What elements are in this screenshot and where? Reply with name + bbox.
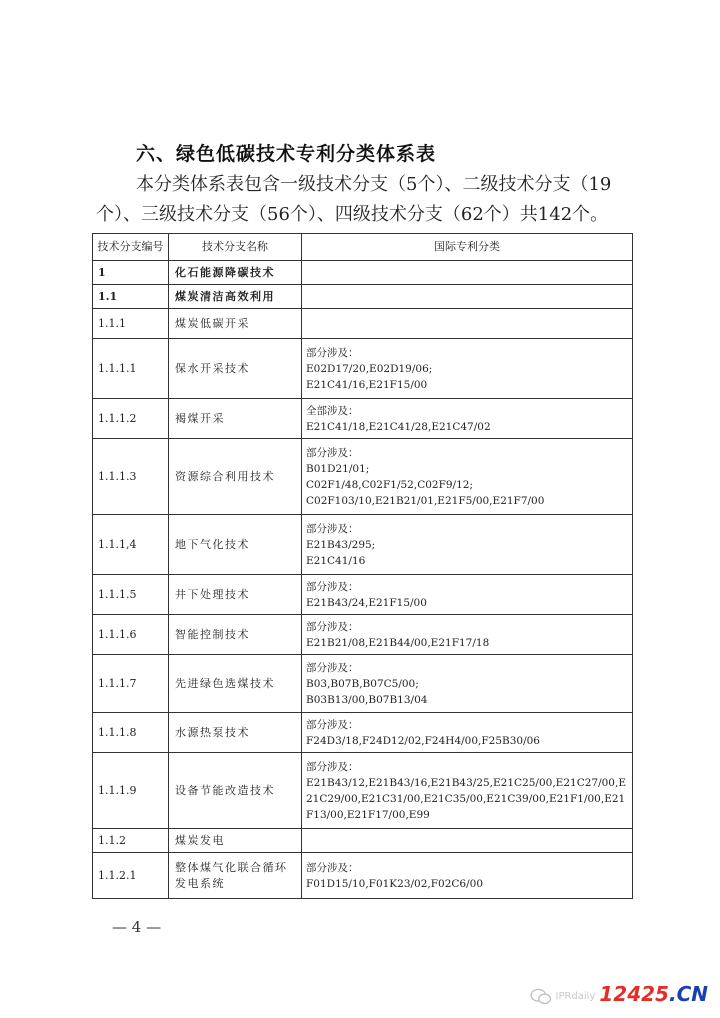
branch-name: 煤炭发电 — [169, 829, 302, 853]
table-row — [93, 285, 633, 309]
header-ipc: 国际专利分类 — [302, 234, 633, 261]
ipc-classes: 部分涉及： E21B21/08,E21B44/00,E21F17/18 — [302, 615, 633, 655]
branch-code: 1.1.1,4 — [93, 515, 169, 575]
branch-code: 1.1 — [93, 285, 169, 309]
ipc-classes: 部分涉及： E21B43/295; E21C41/16 — [302, 515, 633, 575]
watermark — [530, 982, 709, 1006]
table-row — [93, 261, 633, 285]
ipc-classes: 部分涉及： E02D17/20,E02D19/06; E21C41/16,E21F15/00 — [302, 339, 633, 399]
watermark-source: IPRdaily — [555, 991, 596, 1002]
ipc-classes: 部分涉及： F01D15/10,F01K23/02,F02C6/00 — [302, 853, 633, 899]
branch-code: 1.1.1.9 — [93, 753, 169, 829]
table-row — [93, 339, 633, 399]
branch-name: 设备节能改造技术 — [169, 753, 302, 829]
table-row — [93, 515, 633, 575]
ipc-classes — [302, 285, 633, 309]
classification-table — [92, 233, 633, 899]
wechat-icon — [530, 988, 552, 1006]
table-row — [93, 575, 633, 615]
page-number: — 4 — — [112, 918, 162, 936]
branch-name: 地下气化技术 — [169, 515, 302, 575]
header-name: 技术分支名称 — [169, 234, 302, 261]
branch-code: 1 — [93, 261, 169, 285]
branch-code: 1.1.1 — [93, 309, 169, 339]
watermark-brand-number: 12425 — [599, 982, 669, 1006]
branch-name: 水源热泵技术 — [169, 713, 302, 753]
ipc-classes — [302, 309, 633, 339]
section-heading: 六、绿色低碳技术专利分类体系表 — [136, 143, 437, 165]
branch-code: 1.1.1.1 — [93, 339, 169, 399]
branch-name: 褐煤开采 — [169, 399, 302, 439]
table-row — [93, 713, 633, 753]
ipc-classes — [302, 829, 633, 853]
branch-code: 1.1.2.1 — [93, 853, 169, 899]
branch-code: 1.1.1.2 — [93, 399, 169, 439]
watermark-brand — [599, 982, 708, 1006]
table-header-row — [93, 234, 633, 261]
branch-code: 1.1.1.6 — [93, 615, 169, 655]
table-body — [93, 261, 633, 899]
branch-name: 煤炭清洁高效利用 — [169, 285, 302, 309]
table-row — [93, 655, 633, 713]
table-row — [93, 309, 633, 339]
branch-code: 1.1.1.8 — [93, 713, 169, 753]
table-row — [93, 753, 633, 829]
table-row — [93, 439, 633, 515]
ipc-classes — [302, 261, 633, 285]
table-row — [93, 829, 633, 853]
header-code: 技术分支编号 — [93, 234, 169, 261]
ipc-classes: 部分涉及： E21B43/12,E21B43/16,E21B43/25,E21C25/00,E21C27/00,E21C29/00,E21C31/00,E21C35/00,E21C39/00,E21F1/00,E21F13/00,E21F17/00,E99 — [302, 753, 633, 829]
table-row — [93, 399, 633, 439]
ipc-classes: 部分涉及： F24D3/18,F24D12/02,F24H4/00,F25B30/06 — [302, 713, 633, 753]
branch-name: 化石能源降碳技术 — [169, 261, 302, 285]
branch-name: 智能控制技术 — [169, 615, 302, 655]
branch-code: 1.1.2 — [93, 829, 169, 853]
branch-code: 1.1.1.5 — [93, 575, 169, 615]
branch-code: 1.1.1.7 — [93, 655, 169, 713]
ipc-classes: 部分涉及： B03,B07B,B07C5/00; B03B13/00,B07B13/04 — [302, 655, 633, 713]
intro-paragraph: 本分类体系表包含一级技术分支（5个）、二级技术分支（19个）、三级技术分支（56个）、四级技术分支（62个）共142个。 — [96, 174, 612, 225]
branch-name: 资源综合利用技术 — [169, 439, 302, 515]
table-row — [93, 853, 633, 899]
branch-name: 井下处理技术 — [169, 575, 302, 615]
ipc-classes: 部分涉及： E21B43/24,E21F15/00 — [302, 575, 633, 615]
ipc-classes: 全部涉及： E21C41/18,E21C41/28,E21C47/02 — [302, 399, 633, 439]
branch-name: 先进绿色选煤技术 — [169, 655, 302, 713]
branch-name: 保水开采技术 — [169, 339, 302, 399]
ipc-classes: 部分涉及： B01D21/01; C02F1/48,C02F1/52,C02F9/12; C02F103/10,E21B21/01,E21F5/00,E21F7/00 — [302, 439, 633, 515]
branch-name: 整体煤气化联合循环发电系统 — [169, 853, 302, 899]
watermark-brand-domain: .CN — [668, 982, 708, 1006]
branch-code: 1.1.1.3 — [93, 439, 169, 515]
table-row — [93, 615, 633, 655]
branch-name: 煤炭低碳开采 — [169, 309, 302, 339]
